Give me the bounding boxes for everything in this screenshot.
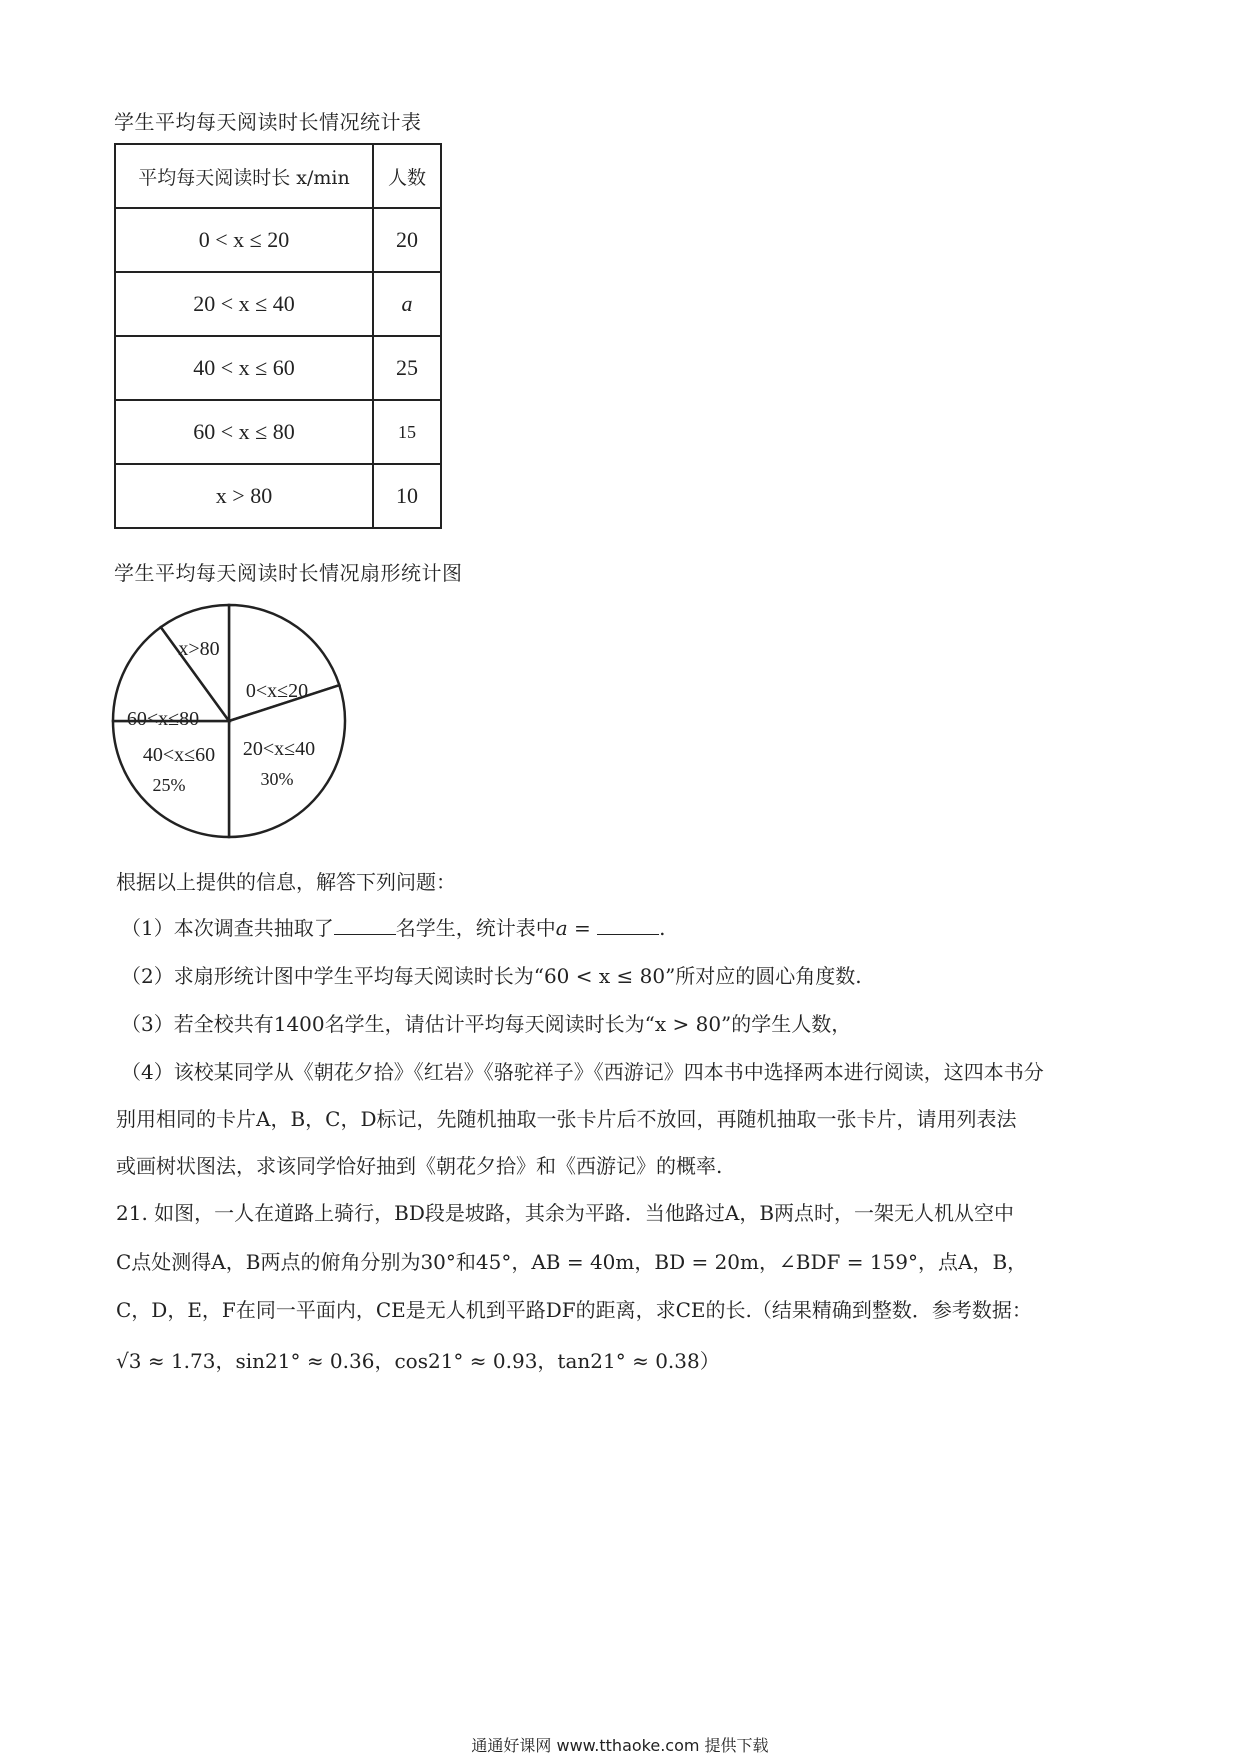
question-2: （2）求扇形统计图中学生平均每天阅读时长为“60 < x ≤ 80”所对应的圆心角度数. xyxy=(121,964,862,988)
table-header-row xyxy=(115,144,441,208)
cell-range: 40 < x ≤ 60 xyxy=(115,336,373,400)
pie-slice-percent: 25% xyxy=(152,775,186,795)
q1-part-b: 名学生，统计表中 xyxy=(395,916,556,940)
pie-slice-percent: 30% xyxy=(260,769,294,789)
cell-range: x > 80 xyxy=(115,464,373,528)
cell-count: a xyxy=(373,272,441,336)
pie-caption: 学生平均每天阅读时长情况扇形统计图 xyxy=(114,561,463,585)
pie-slice-label: 40<x≤60 xyxy=(142,744,216,766)
header-duration: 平均每天阅读时长 x/min xyxy=(115,144,373,208)
question-1 xyxy=(121,912,666,941)
pie-slice-label: 20<x≤40 xyxy=(242,738,316,760)
table-row xyxy=(115,208,441,272)
q1-period: . xyxy=(659,916,666,940)
answer-blank-2[interactable] xyxy=(597,916,659,935)
table-row xyxy=(115,336,441,400)
pie-slice-label: 60<x≤80 xyxy=(126,708,200,730)
cell-count: 15 xyxy=(373,400,441,464)
question-4-line: 别用相同的卡片A，B，C，D标记，先随机抽取一张卡片后不放回，再随机抽取一张卡片，请用列表法 xyxy=(116,1107,1017,1131)
cell-count: 10 xyxy=(373,464,441,528)
q1-equals: = xyxy=(567,916,598,940)
table-row xyxy=(115,272,441,336)
pie-chart xyxy=(108,598,348,848)
cell-range: 20 < x ≤ 40 xyxy=(115,272,373,336)
problem-21-line: C，D，E，F在同一平面内，CE是无人机到平路DF的距离，求CE的长.（结果精确到整数．参考数据： xyxy=(116,1298,1032,1322)
problem-21-line: 21. 如图，一人在道路上骑行，BD段是坡路，其余为平路．当他路过A，B两点时，一架无人机从空中 xyxy=(116,1201,1015,1225)
q1-part-a: （1）本次调查共抽取了 xyxy=(121,916,334,940)
pie-slice-label: x>80 xyxy=(178,638,220,660)
instructions: 根据以上提供的信息，解答下列问题： xyxy=(116,870,456,894)
header-count: 人数 xyxy=(373,144,441,208)
problem-21-line: C点处测得A，B两点的俯角分别为30°和45°，AB = 40m，BD = 20m，∠BDF = 159°，点A，B， xyxy=(116,1250,1028,1274)
footer-credit: 通通好课网 www.tthaoke.com 提供下载 xyxy=(471,1736,769,1755)
question-3: （3）若全校共有1400名学生，请估计平均每天阅读时长为“x > 80”的学生人数， xyxy=(121,1012,852,1036)
question-4-line: 或画树状图法，求该同学恰好抽到《朝花夕拾》和《西游记》的概率. xyxy=(116,1154,723,1178)
answer-blank-1[interactable] xyxy=(334,916,396,935)
q1-variable: a xyxy=(555,916,568,940)
cell-range: 0 < x ≤ 20 xyxy=(115,208,373,272)
cell-count: 25 xyxy=(373,336,441,400)
table-row xyxy=(115,464,441,528)
table-row xyxy=(115,400,441,464)
cell-count: 20 xyxy=(373,208,441,272)
question-4-line: （4）该校某同学从《朝花夕拾》《红岩》《骆驼祥子》《西游记》四本书中选择两本进行阅读，这四本书分 xyxy=(121,1060,1044,1084)
cell-range: 60 < x ≤ 80 xyxy=(115,400,373,464)
table-caption: 学生平均每天阅读时长情况统计表 xyxy=(114,110,422,134)
pie-slice-label: 0<x≤20 xyxy=(245,680,309,702)
statistics-table xyxy=(114,143,442,529)
problem-21-line: √3 ≈ 1.73，sin21° ≈ 0.36，cos21° ≈ 0.93，tan21° ≈ 0.38） xyxy=(116,1349,720,1373)
